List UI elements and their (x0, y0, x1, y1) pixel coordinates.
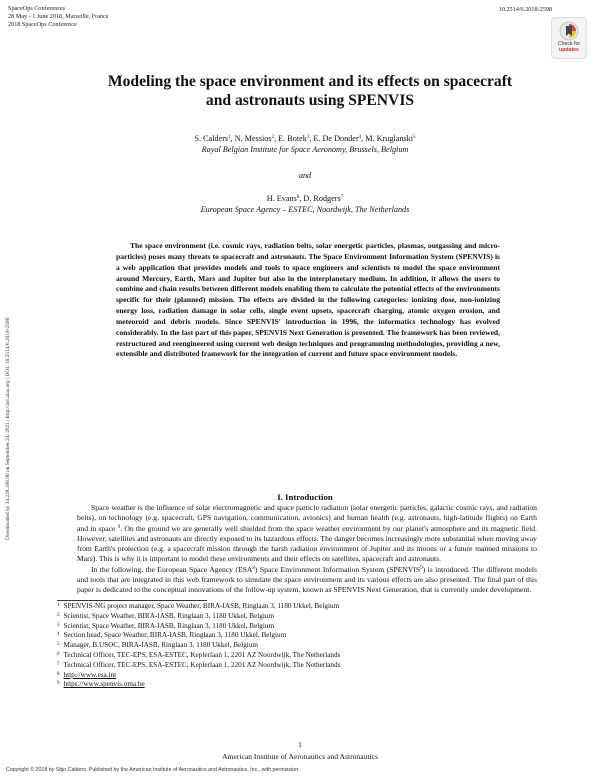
body-text (77, 503, 537, 596)
footnote-number: 7 (57, 661, 60, 667)
title-line: and astronauts using SPENVIS (205, 92, 415, 109)
bookmark-icon (559, 21, 579, 41)
author-list: H. Evans$^6$, D. Rodgers$^7$ (266, 194, 344, 203)
footnotes (57, 602, 537, 690)
footnote-divider (57, 600, 207, 601)
footnote-ref: 8 (252, 565, 255, 571)
footnote-number: 6 (57, 651, 60, 657)
footnote-number: 5 (57, 642, 60, 648)
footnote-text: Technical Officer, TEC-EPS, ESA-ESTEC, Keplerlaan 1, 2201 AZ Noordwijk, The Netherlands (63, 660, 341, 669)
footnote (57, 641, 537, 651)
check-for-updates-badge[interactable] (551, 17, 587, 59)
and-separator: and (298, 171, 312, 180)
badge-text-updates: updates (559, 47, 579, 53)
footnote-number: 8 (57, 671, 60, 677)
badge-text: Check for (557, 41, 581, 47)
footnote (57, 671, 537, 681)
footnote (57, 622, 537, 632)
footnote (57, 602, 537, 612)
author-name: M. Kruglanski (365, 134, 414, 143)
abstract-text: The space environment (i.e. cosmic rays, radiation belts, solar energetic particles, plasmas, outgassing and micro-particles) poses many threats to spacecraft and astronauts. The Space Environment Information System (SPENVIS) is a web application that provides models and tools to space engineers and scientists to model the space environment around Mercury, Earth, Mars and Jupiter but also in the interplanetary medium. In addition, it allows the users to combine and chain results between different models enabling them to calculate the potential effects of the environments specific for their (planned) mission. The effects are divided in the following categories: ionizing dose, non-ionizing energy loss, radiation damage in solar cells, single event upsets, spacecraft charging, atomic oxygen erosion, and meteoroid and debris models. Since SPENVIS' introduction in 1996, the informatics technology has evolved considerably. In the last part of this paper, SPENVIS Next Generation is presented. The framework has been reviewed, restructured and reengineered using current web design techniques and programming methodologies, providing a new, extensible and distributed framework for the integration of current and future space environment models. (116, 241, 500, 359)
download-sidebar (2, 256, 14, 546)
footnote-number: 9 (57, 681, 60, 687)
author-footnote-ref: 3 (306, 135, 310, 140)
footnote (57, 651, 537, 661)
abstract (116, 241, 500, 360)
footnote-number: 3 (57, 622, 60, 628)
header-line: 28 May - 1 June 2018, Marseille, France (8, 13, 109, 20)
footnote (57, 631, 537, 641)
footnote-text: Section head, Space Weather, BIRA-IASB, Ringlaan 3, 1180 Ukkel, Belgium (63, 631, 287, 640)
paper-title (60, 72, 560, 110)
footnote-text: Scientist, Space Weather, BIRA-IASB, Ringlaan 3, 1180 Ukkel, Belgium (63, 611, 275, 620)
footnote-text: Technical Officer, TEC-EPS, ESA-ESTEC, Keplerlaan 1, 2201 AZ Noordwijk, The Netherlands (63, 650, 341, 659)
footnote (57, 661, 537, 671)
author-footnote-ref: 4 (358, 135, 362, 140)
author-name: N. Messios (234, 134, 272, 143)
affiliation: European Space Agency – ESTEC, Noordwijk, The Netherlands (200, 205, 410, 214)
author-footnote-ref: 5 (413, 135, 416, 140)
footnote-link[interactable]: https://www.spenvis.oma.be (63, 680, 145, 689)
footnote (57, 680, 537, 690)
page-number: 1 (298, 740, 302, 749)
author-name: E. Botek (278, 134, 307, 143)
footnote-link[interactable]: http://www.esa.int (63, 670, 117, 679)
author-list: S. Calders$^1$, N. Messios$^2$, E. Botek$^3$, E. De Donder$^4$, M. Kruglanski$^5$ (194, 134, 416, 143)
affiliation: Royal Belgian Institute for Space Aeronomy, Brussels, Belgium (201, 145, 409, 154)
footnote-number: 2 (57, 612, 60, 618)
organization-footer: American Institute of Aeronautics and Astronautics (222, 752, 378, 761)
footnote-ref: 9 (420, 565, 423, 571)
author-name: E. De Donder (313, 134, 359, 143)
footnote (57, 612, 537, 622)
author-footnote-ref: 7 (340, 195, 344, 200)
author-footnote-ref: 6 (296, 195, 300, 200)
footnote-number: 1 (57, 603, 60, 608)
paragraph: In the following, the European Space Agency (ESA$^8$) Space Environment Information System (SPENVIS$^9$) is introduced. The different models and tools that are integrated in this web framework to simulate the space environment and its various effects are also presented. The final part of this paper is dedicated to the conceptual innovations of the follow-up system, known as SPENVIS Next Generation, that is currently under development. (77, 564, 537, 595)
header-line: 2018 SpaceOps Conference (8, 21, 77, 28)
author-block-2 (110, 193, 500, 215)
header-line: SpaceOps Conferences (8, 5, 66, 12)
author-block-1 (110, 133, 500, 155)
paragraph: Space weather is the influence of solar electromagnetic and space particle radiation (solar energetic particles, galactic cosmic rays, and radiation belts), on technology (e.g. spacecraft, GPS navigation, communication, avionics) and human health (e.g. astronauts, high-latitude flights) on Earth and in space $^9$. On the ground we are generally well shielded from the space weather environment by our planet's atmosphere and its magnetic field. However, satellites and astronauts are directly exposed to its hazardous effects. The danger becomes increasingly more substantial when moving away from Earth's protection (e.g. a spacecraft mission through the harsh radiation environment of Jupiter and its moons or a future manned missions to Mars). This is why it is important to model these environments and their effects on satellites, spacecraft and astronauts. (77, 503, 537, 564)
author-footnote-ref: 1 (228, 135, 231, 140)
footnote-text: Manager, B.USOC, BIRA-IASB, Ringlaan 3, 1180 Ukkel, Belgium (63, 641, 258, 650)
footnote-text: Scientist, Space Weather, BIRA-IASB, Ringlaan 3, 1180 Ukkel, Belgium (63, 621, 275, 630)
author-name: S. Calders (194, 134, 229, 143)
doi-label[interactable]: 10.2514/6.2018-2598 (498, 6, 552, 13)
title-line: Modeling the space environment and its effects on spacecraft (107, 73, 513, 90)
download-notice: Downloaded by 34.228.166.90 on September 24, 2021 | http://arc.aiaa.org | DOI: 10.2514/6.2018-2598 (5, 317, 11, 540)
section-heading: I. Introduction (277, 492, 333, 502)
author-name: H. Evans (266, 194, 297, 203)
author-footnote-ref: 2 (271, 135, 275, 140)
citation-ref: 9 (117, 524, 121, 530)
conference-header (8, 5, 109, 29)
footnote-number: 4 (57, 632, 60, 638)
footnote-text: SPENVIS-NG project manager, Space Weather, BIRA-IASB, Ringlaan 3, 1180 Ukkel, Belgium (63, 602, 340, 610)
copyright-notice: Copyright © 2018 by Stijn Calders. Published by the American Institute of Aeronautics and Astronautics, Inc., with permission. (6, 767, 300, 773)
author-name: D. Rodgers (303, 194, 341, 203)
